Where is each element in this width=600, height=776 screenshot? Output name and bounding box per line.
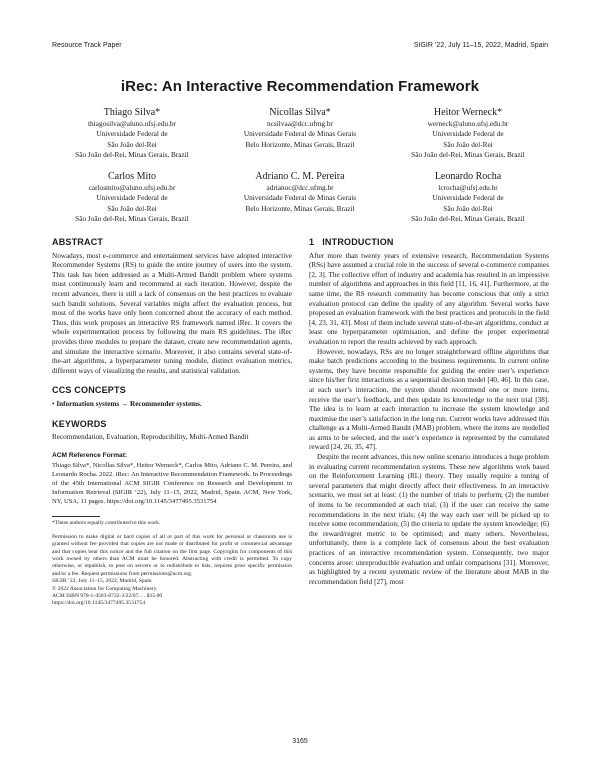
left-column xyxy=(52,238,292,608)
author-name: Thiago Silva* xyxy=(103,107,161,118)
page-number: 3165 xyxy=(292,738,308,745)
author-card xyxy=(384,170,552,224)
author-affiliation: Belo Horizonte, Minas Gerais, Brazil xyxy=(245,203,355,213)
permission-lines xyxy=(52,578,292,608)
author-name: Nicollas Silva* xyxy=(269,107,331,118)
intro-paragraph: However, nowadays, RSs are no longer straightforward offline algorithms that make batch predictions according to the business requirements. In current online systems, they have become responsible for guiding the entire user’s experience since his/her first interactions as a sequential decision model [40, 46]. In this case, at each user’s interaction, the system should recommend one or more items, receive the user’s feedback, and then update its knowledge to the next trial [38]. The idea is to learn at each interaction to increase the system knowledge and maximise the user’s satisfaction in the long run. Current works have addressed this challenge as a Multi-Armed Bandit (MAB) problem, where the items are modelled as arms to be selected, and the user’s experience is represented by the cumulated reward [24, 26, 35, 47]. xyxy=(309,347,549,452)
ccs-rest: Recommender systems. xyxy=(130,399,202,408)
abstract-text: Nowadays, most e-commerce and entertainment services have adopted interactive Recommender Systems (RS) to guide the entire journey of users into the system. This task has been addressed as a Multi-Armed Bandit problem where systems must continuously learn and recommend at each iteration. However, despite the recent advances, there is still a lack of consensus on the best practices to evaluate such bandit solutions. Several variables might affect the evaluation process, but most of the works have only been concerned about the accuracy of each method. Thus, this work proposes an interactive RS framework named iRec. It covers the whole experimentation process by following the main RS guidelines. The iRec provides three modules to prepare the dataset, create new recommendation agents, and simulate the interactive scenario. Moreover, it also contains several state-of-the-art algorithms, a hyperparameter tuning module, distinct evaluation metrics, different ways of visualizing the results, and statistical validation. xyxy=(52,251,292,375)
author-affiliation: Universidade Federal de xyxy=(432,193,504,203)
permission-text: Permission to make digital or hard copies of all or part of this work for personal or classroom use is granted without fee provided that copies are not made or distributed for profit or commercial advantage and that copies bear this notice and the full citation on the first page. Copyrights for components of this work owned by others than ACM must be honored. Abstracting with credit is permitted. To copy otherwise, or republish, to post on servers or to redistribute to lists, requires prior specific permission and/or a fee. Request permissions from permissions@acm.org. xyxy=(52,533,292,577)
author-name: Carlos Mito xyxy=(107,171,157,183)
acm-ref-text: Thiago Silva*, Nicollas Silva*, Heitor Werneck*, Carlos Mito, Adriano C. M. Pereira, and Leonardo Rocha. 2022. iRec: An Interactive Recommendation Framework. In Proceedings of the 45th International ACM SIGIR Conference on Research and Development in Information Retrieval (SIGIR ’22), July 11–15, 2022, Madrid, Spain. ACM, New York, NY, USA, 11 pages. https://doi.org/10.1145/3477495.3531754 xyxy=(52,462,292,506)
author-name: Adriano C. M. Pereira xyxy=(255,171,345,183)
intro-section-title: INTRODUCTION xyxy=(322,237,394,247)
author-email: carlosmito@aluno.ufsj.edu.br xyxy=(88,183,176,193)
keywords-text: Recommendation, Evaluation, Reproducibility, Multi-Armed Bandit xyxy=(52,433,249,442)
author-affiliation: São João del-Rei xyxy=(443,203,493,213)
running-header-left: Resource Track Paper xyxy=(52,42,122,49)
author-card xyxy=(216,170,384,224)
author-email: ncsilvaa@dcc.ufmg.br xyxy=(267,119,333,128)
author-email: thiagosilva@aluno.ufsj.edu.br xyxy=(88,119,176,128)
paper-title: iRec: An Interactive Recommendation Framework xyxy=(120,78,480,95)
author-block xyxy=(48,106,552,234)
author-card xyxy=(216,106,384,160)
footnote: *These authors equally contributed to this work. xyxy=(52,520,161,527)
ccs-bullet: • xyxy=(52,399,55,408)
permission-line: https://doi.org/10.1145/3477495.3531754 xyxy=(52,600,146,607)
author-affiliation: São João del-Rei xyxy=(107,139,157,149)
ccs-arrow: → xyxy=(121,399,129,408)
author-affiliation: Universidade Federal de xyxy=(96,129,168,139)
ccs-bold: Information systems xyxy=(56,399,120,408)
ccs-heading: CCS CONCEPTS xyxy=(52,385,126,396)
author-affiliation: São João del-Rei xyxy=(443,139,493,149)
author-name: Leonardo Rocha xyxy=(434,171,502,183)
author-name: Heitor Werneck* xyxy=(433,107,503,118)
intro-paragraph: After more than twenty years of extensive research, Recommendation Systems (RSs) have assumed a crucial role in the success of several e-commerce companies [2, 3]. The collective effort of industry and academia has resulted in an impressive number of algorithms and approaches in this field [11, 16, 41]. Furthermore, at the same time, the RS research community has become conscious that only a strict evaluation protocol can define the quality of any algorithm. Several works have proposed an evaluation framework with the best practices and protocols in the field [4, 23, 31, 43]. Most of them include several state-of-the-art algorithms, conduct at least one hyperparameter optimisation, and define the proper experimental evaluation to report the results achieved by each approach. xyxy=(309,251,549,346)
permission-line: © 2022 Association for Computing Machinery. xyxy=(52,585,158,592)
intro-paragraph: Despite the recent advances, this new online scenario introduces a huge problem in evaluating current recommendation systems. These new algorithms work based on the Reinforcement Learning (RL) theory. They usually require a tuning of several parameters that might directly affect their effectiveness. In an interactive scenario, we must set at least: (1) the number of trials to perform; (2) the number of items to be recommended at each trial; (3) if the user can receive the same recommendations in the next trials; (4) the way each user will be picked up to receive some recommendation; (5) the criteria to update the system knowledge; (6) the reward/regret metric to be optimised; and many others. Nevertheless, unfortunately, there is a complete lack of consensus about the best evaluation practices of an interactive recommendation system. Consequently, two major concerns arose: unreproducible evaluation and unfair comparisons [31]. Moreover, as highlighted by a recent systematic review of the literature about MAB in the recommendation field [27], most xyxy=(309,453,549,586)
acm-ref-heading: ACM Reference Format: xyxy=(52,451,128,459)
author-affiliation: Universidade Federal de Minas Gerais xyxy=(243,129,357,139)
author-card xyxy=(48,106,216,160)
author-email: lcrocha@ufsj.edu.br xyxy=(438,183,498,193)
author-affiliation: São João del-Rei, Minas Gerais, Brazil xyxy=(411,214,525,224)
permission-line: SIGIR ’22, July 11–15, 2022, Madrid, Spain xyxy=(52,578,152,585)
author-card xyxy=(384,106,552,160)
author-card xyxy=(48,170,216,224)
author-row xyxy=(48,170,552,224)
author-affiliation: São João del-Rei, Minas Gerais, Brazil xyxy=(75,214,189,224)
author-affiliation: Universidade Federal de Minas Gerais xyxy=(243,193,357,203)
keywords-heading: KEYWORDS xyxy=(52,418,107,429)
abstract-heading: ABSTRACT xyxy=(52,237,104,247)
footnote-rule xyxy=(52,516,100,517)
running-header-right: SIGIR ’22, July 11–15, 2022, Madrid, Spain xyxy=(413,42,548,49)
right-column xyxy=(309,238,549,587)
author-affiliation: São João del-Rei xyxy=(107,203,157,213)
ccs-concept xyxy=(52,400,292,410)
permission-line: ACM ISBN 978-1-4503-8732-3/22/07. . . $15.00 xyxy=(52,592,163,599)
author-row xyxy=(48,106,552,160)
author-affiliation: São João del-Rei, Minas Gerais, Brazil xyxy=(411,149,525,159)
author-affiliation: São João del-Rei, Minas Gerais, Brazil xyxy=(75,149,189,159)
intro-heading xyxy=(309,238,549,248)
author-affiliation: Belo Horizonte, Minas Gerais, Brazil xyxy=(245,139,355,149)
author-affiliation: Universidade Federal de xyxy=(432,129,504,139)
intro-section-number: 1 xyxy=(309,237,315,247)
author-email: werneck@aluno.ufsj.edu.br xyxy=(427,119,509,128)
author-affiliation: Universidade Federal de xyxy=(96,193,168,203)
author-email: adrianoc@dcc.ufmg.br xyxy=(266,183,334,193)
